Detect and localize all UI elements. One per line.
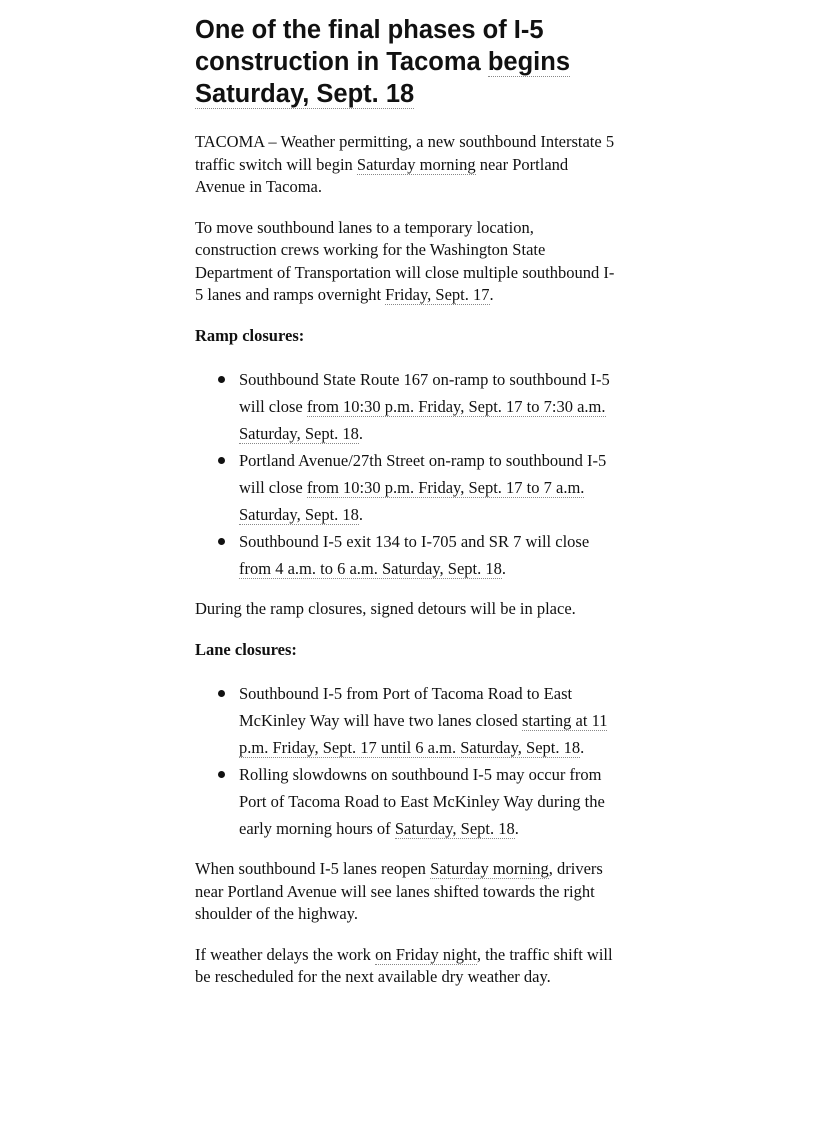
list-item-date-link[interactable]: from 4 a.m. to 6 a.m. Saturday, Sept. 18 xyxy=(239,559,502,578)
list-item xyxy=(239,528,615,582)
reopen-text-start: When southbound I-5 lanes reopen xyxy=(195,859,431,878)
lanes-move-text-end: . xyxy=(489,285,494,304)
reopen-text-end: , drivers near Portland Avenue will see lanes shifted towards the right shoulder of the highway. xyxy=(195,859,603,923)
weather-text-start: If weather delays the work xyxy=(195,944,376,964)
lanes-move-text: To move southbound lanes to a temporary location, construction crews working for the Washington State Department of Transportation will close multiple southbound I-5 lanes and ramps overnight xyxy=(195,217,615,304)
lane-closures-list xyxy=(195,680,615,842)
list-item-text: Southbound State Route 167 on-ramp to southbound I-5 will close xyxy=(239,370,610,416)
lane-closures-heading: Lane closures: xyxy=(195,639,297,659)
weather-paragraph xyxy=(195,944,615,989)
intro-text-start: TACOMA – Weather permitting, a new southbound Interstate 5 traffic switch will begin xyxy=(195,132,615,174)
weather-text-end: , the traffic shift will be rescheduled for the next available dry weather day. xyxy=(195,944,613,986)
list-item-date-link[interactable]: starting at 11 p.m. Friday, Sept. 17 until 6 a.m. Saturday, Sept. 18 xyxy=(239,711,608,757)
weather-date-link[interactable]: on Friday night xyxy=(375,944,477,964)
ramp-closures-heading: Ramp closures: xyxy=(195,325,305,345)
list-item-text: Rolling slowdowns on southbound I-5 may occur from Port of Tacoma Road to East McKinley Way during the early morning hours of xyxy=(239,765,605,838)
ramp-closures-list xyxy=(195,366,615,582)
list-item-text-end: . xyxy=(501,559,507,578)
list-item-text: Southbound I-5 from Port of Tacoma Road to East McKinley Way will have two lanes closed xyxy=(239,684,573,730)
list-item xyxy=(239,447,615,528)
list-item-date-link[interactable]: from 10:30 p.m. Friday, Sept. 17 to 7:30 a.m. Saturday, Sept. 18 xyxy=(239,397,606,443)
reopen-date-link[interactable]: Saturday morning xyxy=(430,859,549,878)
intro-paragraph xyxy=(195,131,615,199)
list-item xyxy=(239,761,615,842)
list-item xyxy=(239,680,615,761)
list-item-text: Portland Avenue/27th Street on-ramp to southbound I-5 will close xyxy=(239,451,607,497)
list-item-text-end: . xyxy=(514,819,519,838)
list-item-date-link[interactable]: from 10:30 p.m. Friday, Sept. 17 to 7 a.m. Saturday, Sept. 18 xyxy=(239,478,585,524)
reopen-paragraph xyxy=(195,858,615,926)
list-item xyxy=(239,366,615,447)
intro-text-end: near Portland Avenue in Tacoma. xyxy=(195,154,569,196)
lanes-move-date-link[interactable]: Friday, Sept. 17 xyxy=(385,285,490,304)
article-title xyxy=(195,14,615,110)
title-text: One of the final phases of I-5 construction in Tacoma xyxy=(195,16,544,76)
detour-paragraph: During the ramp closures, signed detours will be in place. xyxy=(195,599,576,618)
lanes-move-paragraph xyxy=(195,217,615,307)
title-date-link[interactable]: begins Saturday, Sept. 18 xyxy=(195,48,571,108)
list-item-text-end: . xyxy=(358,424,364,443)
article xyxy=(195,14,615,1007)
list-item-date-link[interactable]: Saturday, Sept. 18 xyxy=(394,819,515,838)
list-item-text-end: . xyxy=(580,738,585,757)
list-item-text: Southbound I-5 exit 134 to I-705 and SR 7 will close xyxy=(239,532,590,551)
intro-date-link[interactable]: Saturday morning xyxy=(356,154,476,174)
list-item-text-end: . xyxy=(358,505,364,524)
